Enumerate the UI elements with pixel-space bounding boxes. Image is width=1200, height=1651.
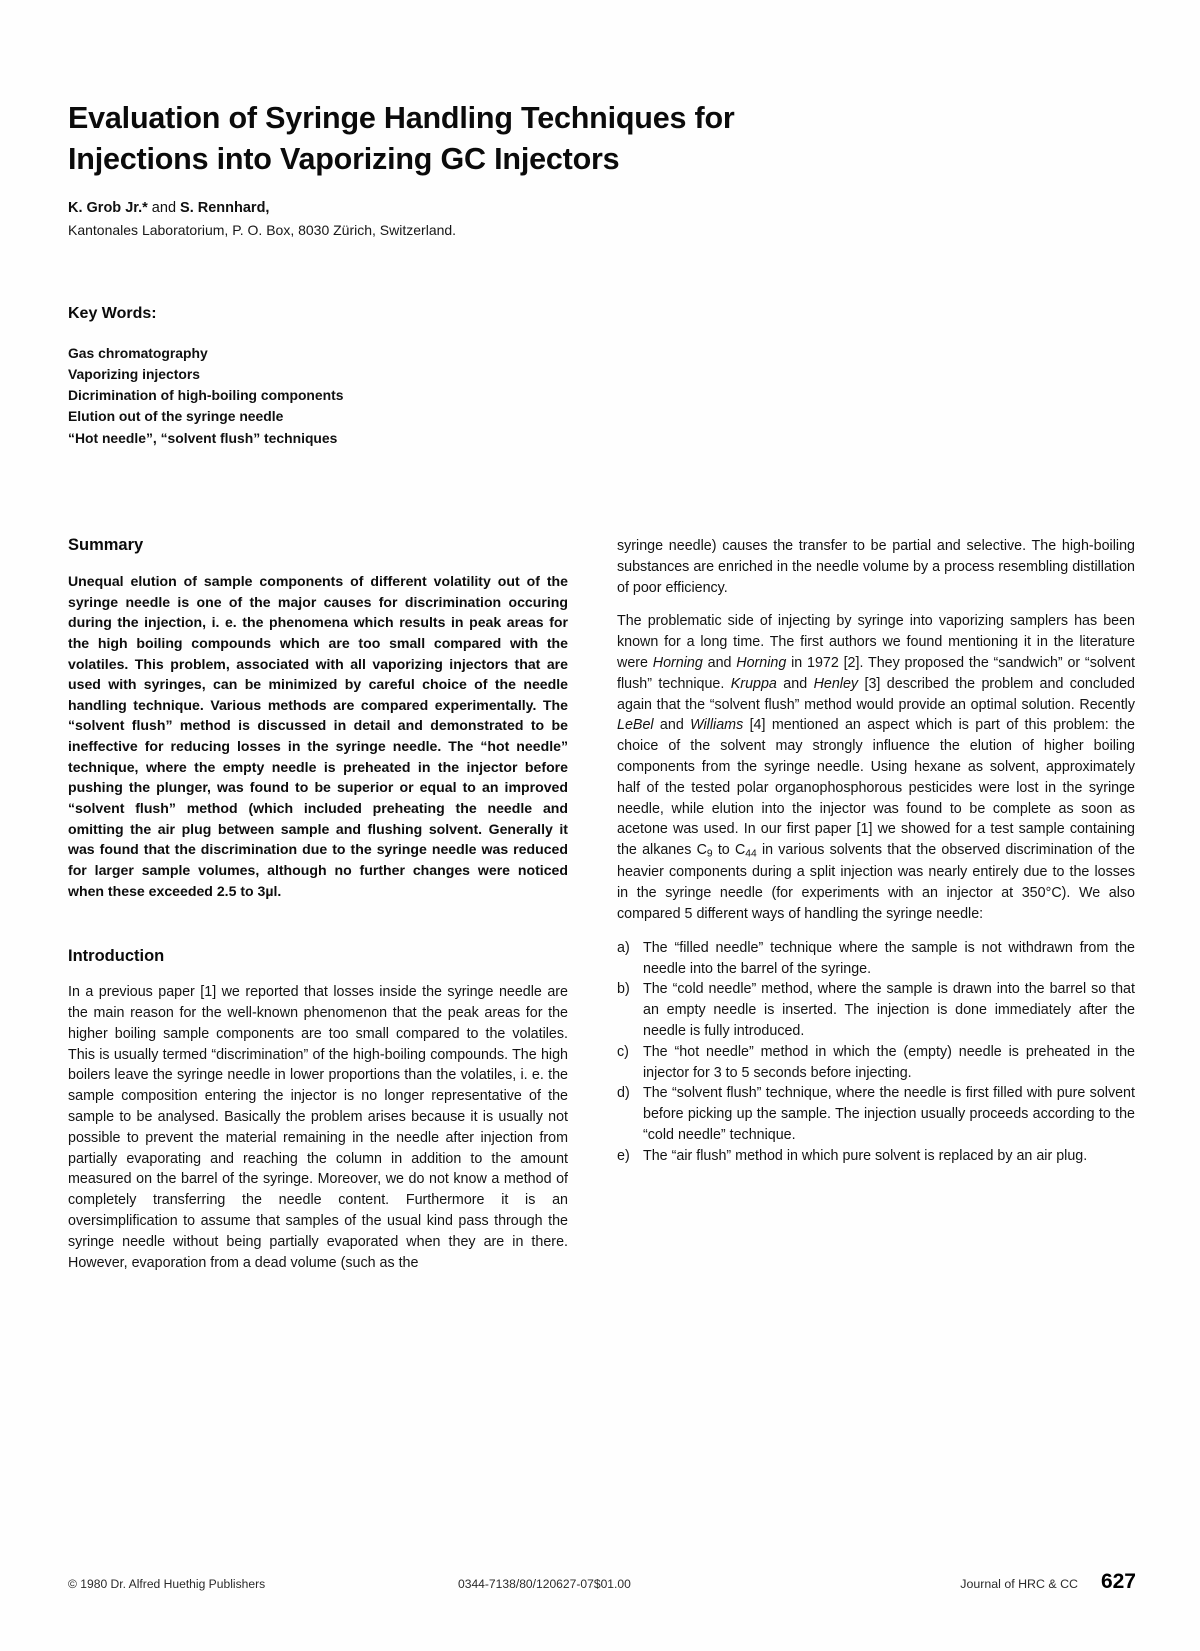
list-marker: c) [617,1043,629,1060]
list-item-text: The “filled needle” technique where the sample is not withdrawn from the needle into the barrel of the syringe. [643,939,1135,977]
handling-methods-list [617,938,1135,1167]
page-footer [68,1570,1136,1594]
list-item [617,1042,1135,1084]
title-line-1: Evaluation of Syringe Handling Techniques for [68,101,735,136]
history-and-3: and [653,717,691,734]
history-part-6: in various solvents that the observed discrimination of the heavier components during a split injection was nearly entirely due to the losses in the syringe needle (for experiments with an injector at 350 [617,842,1136,902]
list-item-text: The “air flush” method in which pure solvent is replaced by an air plug. [643,1147,1088,1164]
author-affiliation: Kantonales Laboratorium, P. O. Box, 8030 Zürich, Switzerland. [68,222,457,238]
list-item-text: The “cold needle” method, where the sample is drawn into the barrel so that an empty needle is inserted. The injection is done immediately after the needle is fully introduced. [643,981,1135,1039]
subscript-c44: 44 [745,848,757,860]
history-and-1: and [702,654,737,671]
introduction-continuation: syringe needle) causes the transfer to be partial and selective. The high-boiling substances are enriched in the needle volume by a process resembling distillation of poor efficiency. [617,538,1135,596]
author-primary: K. Grob Jr.* [68,200,148,216]
history-part-2: in 1972 [2]. They proposed the “sandwich” or “solvent flush” technique. [617,654,1135,692]
keywords-list [68,343,568,449]
title-line-2: Injections into Vaporizing GC Injectors [68,141,620,176]
issn-code: 0344-7138/80/120627-07$01.00 [458,1577,631,1591]
subscript-c9: 9 [706,848,713,860]
keyword-item: Dicrimination of high-boiling components [68,387,344,404]
author-kruppa: Kruppa [730,675,777,692]
history-part-4: [4] mentioned an aspect which is part of this problem: the choice of the solvent may strongly influence the elution of higher boiling components from the syringe needle. Using hexane as solvent, approximately half of the tested polar organophosphorous pesticides were lost in the syringe needle, while elution into the injector was found to be complete as soon as acetone was used. In our first paper [1] we showed for a test sample containing the alkanes C [617,717,1135,859]
author-horning-2: Horning [736,654,787,671]
keyword-item: Elution out of the syringe needle [68,408,284,425]
author-lebel: LeBel [617,717,654,734]
introduction-heading: Introduction [68,947,165,966]
list-item-text: The “hot needle” method in which the (empty) needle is preheated in the injector for 3 to 5 seconds before injecting. [643,1043,1135,1081]
keyword-item: Vaporizing injectors [68,366,200,383]
author-horning-1: Horning [652,654,703,671]
journal-name: Journal of HRC & CC [960,1577,1078,1591]
page-title [68,98,898,179]
keywords-heading: Key Words: [68,305,157,322]
list-item [617,938,1135,980]
right-column [617,536,1135,1167]
history-paragraph [617,611,1135,924]
degree-symbol: ° [1045,885,1052,902]
page-number: 627 [1100,1570,1136,1593]
list-marker: b) [617,981,630,998]
list-item [617,979,1135,1041]
list-marker: a) [617,939,630,956]
list-item [617,1083,1135,1145]
history-part-3: [3] described the problem and concluded again that the “solvent flush” method would provide an optimal solution. Recently [617,675,1135,713]
keyword-item: Gas chromatography [68,345,208,361]
keyword-item: “Hot needle”, “solvent flush” techniques [68,429,338,446]
author-list [68,200,688,216]
author-henley: Henley [813,675,859,692]
author-williams: Williams [690,717,744,734]
copyright-notice: © 1980 Dr. Alfred Huethig Publishers [68,1577,266,1591]
summary-heading: Summary [68,536,144,554]
history-part-7: C). We also compared 5 different ways of handling the syringe needle: [617,885,1135,922]
history-and-2: and [776,675,814,692]
left-column [68,536,568,1286]
history-part-5: to C [712,842,746,859]
history-part-1: The problematic side of injecting by syringe into vaporizing samplers has been known for a long time. The first authors we found mentioning it in the literature were [617,613,1135,671]
list-marker: d) [617,1085,630,1102]
list-item [617,1146,1135,1167]
list-item-text: The “solvent flush” technique, where the needle is first filled with pure solvent before picking up the sample. The injection usually proceeds according to the “cold needle” technique. [643,1085,1135,1143]
introduction-paragraph: In a previous paper [1] we reported that losses inside the syringe needle are the main reason for the well-known phenomenon that the peak areas for the higher boiling sample components are too small compared to the volatiles. This is usually termed “discrimination” of the high-boiling compounds. The high boilers leave the syringe needle in lower proportions than the volatiles, i. e. the sample composition entering the injector is no longer representative of the sample to be analysed. Basically the problem arises because it is usually not possible to prevent the material remaining in the needle after injection from partially evaporating and reaching the column in addition to the amount measured on the barrel of the syringe. Moreover, we do not know a method of completely transferring the needle content. Furthermore it is an oversimplification to assume that samples of the usual kind pass through the syringe needle without being partially evaporated when they are in there. However, evaporation from a dead volume (such as the [68,984,568,1271]
author-secondary: S. Rennhard, [180,200,270,216]
author-conjunction: and [147,200,181,216]
list-marker: e) [617,1147,630,1164]
summary-text: Unequal elution of sample components of different volatility out of the syringe needle is one of the major causes for discrimination occuring during the injection, i. e. the phenomena which results in peak areas for the high boiling compounds which are too small compared with the volatiles. This problem, associated with all vaporizing injectors that are used with syringes, can be minimized by careful choice of the needle handling technique. Various methods are compared experimentally. The “solvent flush” method is discussed in detail and demonstrated to be ineffective for reducing losses in the syringe needle. The “hot needle” technique, where the empty needle is preheated in the injector before pushing the plunger, was found to be superior or equal to an improved “solvent flush” method (which included preheating the needle and omitting the air plug between sample and flushing solvent. Generally it was found that the discrimination due to the syringe needle was reduced for larger sample volumes, although no further changes were noticed when these exceeded 2.5 to 3µl. [68,573,568,899]
